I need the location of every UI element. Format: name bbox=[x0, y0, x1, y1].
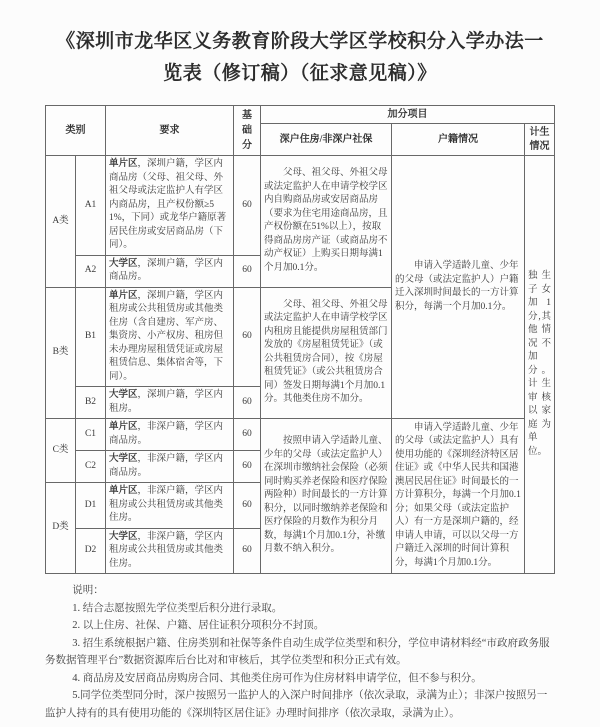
requirement-a2-text: ，深圳户籍，学区内商品房。 bbox=[109, 258, 224, 283]
requirement-cell-b2 bbox=[106, 387, 234, 419]
requirement-cell-a1 bbox=[106, 156, 234, 256]
requirement-cell-c1 bbox=[106, 419, 234, 451]
bonus-social-cd-text: 按照申请入学适龄儿童、少年的父母（或法定监护人）在深圳市缴纳社会保险（必须同时购买养老保险和医疗保险两险种）时间最长的一方计算积分，以同时缴纳养老保险和医疗保险的月数作为积分月数，每满1个月加0.1分，补缴月数不纳入积分。 bbox=[264, 436, 388, 555]
code-cell-c2: C2 bbox=[76, 451, 106, 483]
header-base-score bbox=[234, 105, 261, 156]
header-category: 类别 bbox=[46, 105, 106, 156]
notes-section bbox=[45, 582, 555, 722]
requirement-b2-text: ，深圳户籍，学区内租房。 bbox=[109, 390, 224, 414]
requirement-d1-bold: 单片区 bbox=[109, 486, 138, 497]
requirement-c1-bold: 单片区 bbox=[109, 422, 138, 433]
header-hukou: 户籍情况 bbox=[392, 124, 525, 156]
requirement-c1-text: ，非深户籍，学区内商品房。 bbox=[109, 422, 224, 446]
requirement-cell-b1 bbox=[106, 287, 234, 387]
header-housing-social: 深户住房/非深户社保 bbox=[261, 124, 392, 156]
bonus-housing-cell-a bbox=[261, 156, 392, 288]
code-cell-d2: D2 bbox=[76, 528, 106, 574]
requirement-d2-text: ，非深户籍，学区内租房或公共租赁房或其他类住房。 bbox=[109, 531, 224, 569]
requirement-d2-bold: 大学区 bbox=[109, 531, 138, 542]
base-score-cell-b2: 60 bbox=[234, 387, 261, 419]
code-cell-c1: C1 bbox=[76, 419, 106, 451]
code-cell-d1: D1 bbox=[76, 483, 106, 529]
requirement-a1-text: ，深圳户籍，学区内商品房（父母、祖父母、外祖父母或法定监护人有学区内商品房，且产权份额≥51%，下同）或龙华户籍原著居民住房或安居商品房（下同）。 bbox=[109, 159, 227, 251]
base-score-cell-b1: 60 bbox=[234, 287, 261, 387]
bonus-hukou-cd-text: 申请入学适龄儿童、少年的父母（或法定监护人）具有使用功能的《深圳经济特区居住证》或《中华人民共和国港澳居民居住证》时间最长的一方计算积分，每满一个月加0.1分；如果父母（或法定监护人）有一方是深圳户籍的，经申请人申请，可以以父母一方户籍迁入深圳的时间计算积分，每满1个月加0.1分。 bbox=[395, 422, 521, 568]
header-base-score-label: 基础分 bbox=[242, 109, 252, 151]
note-item-3: 3. 招生系统根据户籍、住房类别和社保等条件自动生成学位类型和积分，学位申请材料经“市政府政务服务数据管理平台”数据资源库后台比对和审核后，其学位类型和积分正式有效。 bbox=[45, 637, 550, 667]
bonus-hukou-ab-text: 申请入学适龄儿童、少年的父母（或法定监护人）户籍迁入深圳时间最长的一方计算积分，每满一个月加0.1分。 bbox=[395, 261, 519, 312]
bonus-social-cell-cd bbox=[261, 419, 392, 574]
base-score-cell-c2: 60 bbox=[234, 451, 261, 483]
base-score-cell-d1: 60 bbox=[234, 483, 261, 529]
notes-label: 说明： bbox=[72, 585, 104, 597]
base-score-cell-c1: 60 bbox=[234, 419, 261, 451]
requirement-c2-text: ，非深户籍，学区内商品房。 bbox=[109, 454, 224, 478]
code-cell-a2: A2 bbox=[76, 255, 106, 287]
header-family-planning: 计生情况 bbox=[525, 124, 555, 156]
table-row-c1 bbox=[46, 419, 555, 451]
bonus-housing-a-text: 父母、祖父母、外祖父母或法定监护人在申请学校学区内自购商品房或安居商品房（要求为住宅用途商品房，且产权份额在51%以上），按取得商品房房产证（或商品房不动产权证）上购买日期每满1个月加0.1分。 bbox=[264, 168, 388, 273]
requirement-a2-bold: 大学区 bbox=[109, 258, 138, 269]
code-cell-b2: B2 bbox=[76, 387, 106, 419]
requirement-cell-d2 bbox=[106, 528, 234, 574]
table-row-a1 bbox=[46, 156, 555, 256]
requirement-a1-bold: 单片区 bbox=[109, 159, 138, 170]
requirement-b1-bold: 单片区 bbox=[109, 290, 138, 301]
requirement-cell-c2 bbox=[106, 451, 234, 483]
note-item-2: 2. 以上住房、社保、户籍、居住证积分项积分不封顶。 bbox=[72, 620, 325, 632]
note-item-5: 5.同学位类型同分时，深户按照另一监护人的入深户时间排序（依次录取，录满为止）；非深户按照另一监护人持有的具有使用功能的《深圳特区居住证》办理时间排序（依次录取，录满为止）。 bbox=[45, 690, 548, 719]
bonus-hukou-cell-cd bbox=[392, 419, 525, 574]
bonus-hukou-cell-ab bbox=[392, 156, 525, 419]
category-cell-b: B类 bbox=[46, 287, 76, 419]
requirement-b1-text: ，深圳户籍，学区内租房或公共租赁房或其他类住房（含自建房、军产房、集资房、小产权房、租房但未办理房屋租赁凭证或房屋租赁信息、集体宿舍等，下同）。 bbox=[109, 290, 224, 382]
requirement-cell-d1 bbox=[106, 483, 234, 529]
category-cell-d: D类 bbox=[46, 483, 76, 574]
header-row-1 bbox=[46, 105, 555, 124]
points-table bbox=[45, 105, 555, 575]
category-cell-c: C类 bbox=[46, 419, 76, 483]
requirement-cell-a2 bbox=[106, 255, 234, 287]
bonus-family-planning-cell: 独生子女加1分,其他情况不加分。计生审核以家庭为单位。 bbox=[525, 156, 555, 574]
requirement-b2-bold: 大学区 bbox=[109, 390, 138, 401]
note-item-1: 1. 结合志愿按照先学位类型后积分进行录取。 bbox=[72, 602, 283, 614]
code-cell-a1: A1 bbox=[76, 156, 106, 256]
category-cell-a: A类 bbox=[46, 156, 76, 288]
base-score-cell-a2: 60 bbox=[234, 255, 261, 287]
bonus-housing-b-text: 父母、祖父母、外祖父母或法定监护人在申请学校学区内租房且能提供房屋租赁部门发放的《房屋租赁凭证》（或公共租赁房合同），按《房屋租赁凭证》（或公共租赁房合同）签发日期每满1个月加0.1分。其他类住房不加分。 bbox=[264, 299, 388, 405]
code-cell-b1: B1 bbox=[76, 287, 106, 387]
page-title: 《深圳市龙华区义务教育阶段大学区学校积分入学办法一览表（修订稿）（征求意见稿）》 bbox=[56, 31, 544, 85]
note-item-4: 4. 商品房及安居商品房购房合同、其他类住房可作为住房材料申请学位，但不参与积分。 bbox=[72, 672, 482, 684]
base-score-cell-d2: 60 bbox=[234, 528, 261, 574]
bonus-housing-cell-b bbox=[261, 287, 392, 419]
header-bonus-group: 加分项目 bbox=[261, 105, 555, 124]
base-score-cell-a1: 60 bbox=[234, 156, 261, 256]
requirement-d1-text: ，非深户籍，学区内租房或公共租赁房或其他类住房。 bbox=[109, 486, 224, 524]
requirement-c2-bold: 大学区 bbox=[109, 454, 138, 465]
header-requirement: 要求 bbox=[106, 105, 234, 156]
